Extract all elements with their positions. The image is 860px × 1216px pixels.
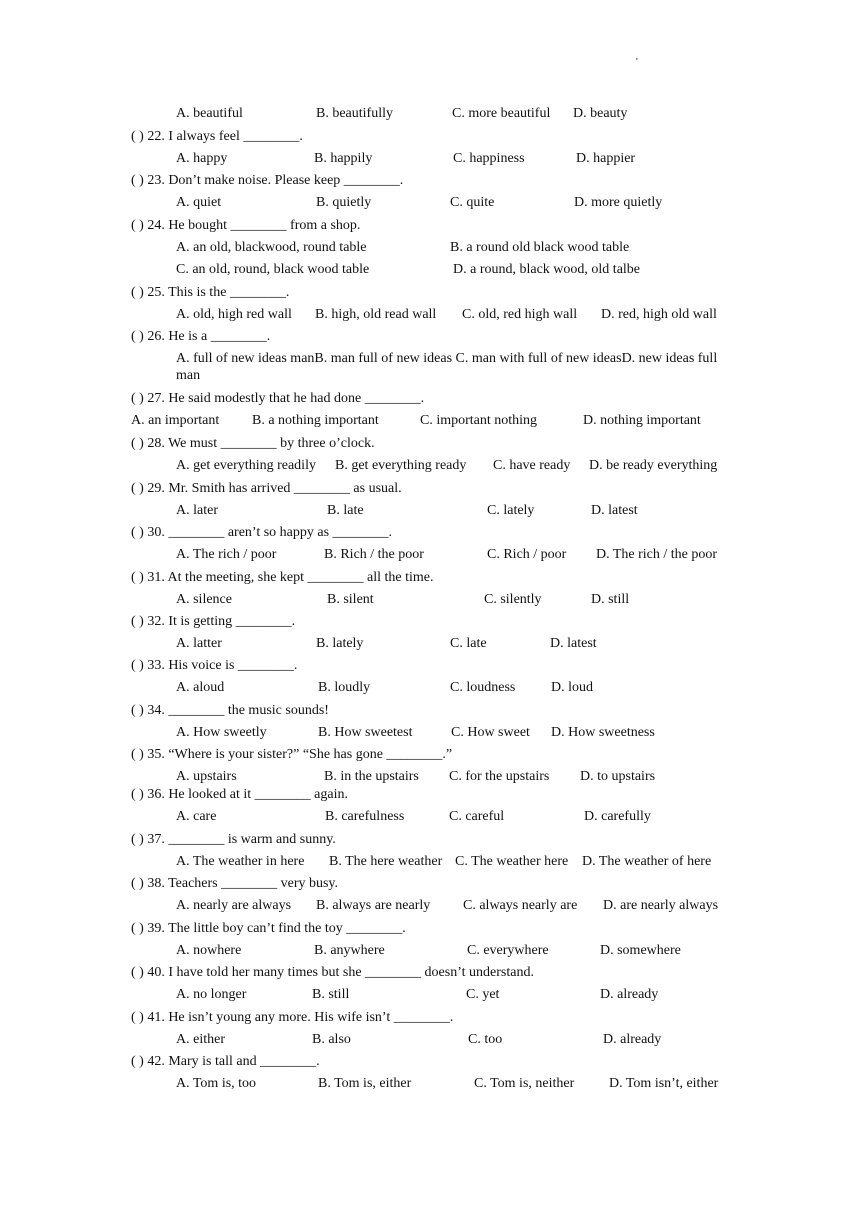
question-34-stem: ( ) 34. ________ the music sounds!: [131, 703, 329, 718]
option-b: B. late: [327, 503, 364, 518]
question-37-stem: ( ) 37. ________ is warm and sunny.: [131, 832, 336, 847]
option-c: C. always nearly are: [463, 898, 578, 913]
option-a: A. latter: [176, 636, 222, 651]
option-c: C. for the upstairs: [449, 769, 550, 784]
option-c: C. quite: [450, 195, 495, 210]
option-c: C. yet: [466, 987, 500, 1002]
option-d: D. red, high old wall: [601, 307, 717, 322]
question-42-stem: ( ) 42. Mary is tall and ________.: [131, 1054, 320, 1069]
option-d: D. somewhere: [600, 943, 681, 958]
option-d: D. to upstairs: [580, 769, 656, 784]
option-a: A. care: [176, 809, 217, 824]
option-d: D. happier: [576, 151, 636, 166]
option-d: D. How sweetness: [551, 725, 655, 740]
option-d: D. loud: [551, 680, 593, 695]
option-d: D. latest: [550, 636, 597, 651]
option-d: D. nothing important: [583, 413, 701, 428]
question-24-stem: ( ) 24. He bought ________ from a shop.: [131, 218, 361, 233]
question-22-stem: ( ) 22. I always feel ________.: [131, 129, 303, 144]
question-23-stem: ( ) 23. Don’t make noise. Please keep ________.: [131, 173, 404, 188]
option-b: B. carefulness: [325, 809, 405, 824]
option-b: B. high, old read wall: [315, 307, 437, 322]
question-36-stem: ( ) 36. He looked at it ________ again.: [131, 787, 348, 802]
option-c: C. lately: [487, 503, 535, 518]
option-c: C. Tom is, neither: [474, 1076, 575, 1091]
option-b: B. get everything ready: [335, 458, 467, 473]
option-b: B. The here weather: [329, 854, 443, 869]
option-b: B. happily: [314, 151, 373, 166]
option-a: A. happy: [176, 151, 228, 166]
question-35-stem: ( ) 35. “Where is your sister?” “She has gone ________.”: [131, 747, 453, 762]
option-b: B. always are nearly: [316, 898, 431, 913]
option-a: A. nearly are always: [176, 898, 292, 913]
option-d: D. The weather of here: [582, 854, 712, 869]
option-c: C. everywhere: [467, 943, 549, 958]
option-b: B. quietly: [316, 195, 372, 210]
option-a: A. an old, blackwood, round table: [176, 240, 367, 255]
question-29-stem: ( ) 29. Mr. Smith has arrived ________ as usual.: [131, 481, 402, 496]
option-c: C. have ready: [493, 458, 571, 473]
option-c: C. How sweet: [451, 725, 530, 740]
option-a: A. get everything readily: [176, 458, 316, 473]
option-d: D. The rich / the poor: [596, 547, 718, 562]
option-a: A. quiet: [176, 195, 222, 210]
option-c: C. old, red high wall: [462, 307, 578, 322]
option-d: D. Tom isn’t, either: [609, 1076, 719, 1091]
option-a: A. aloud: [176, 680, 225, 695]
option-a: A. later: [176, 503, 218, 518]
option-a: A. silence: [176, 592, 232, 607]
option-d: D. be ready everything: [589, 458, 718, 473]
option-c: C. The weather here: [455, 854, 569, 869]
option-d: D. latest: [591, 503, 638, 518]
option-b: B. Rich / the poor: [324, 547, 424, 562]
option-d: D. already: [600, 987, 659, 1002]
question-33-stem: ( ) 33. His voice is ________.: [131, 658, 298, 673]
question-32-stem: ( ) 32. It is getting ________.: [131, 614, 296, 629]
option-a: A. either: [176, 1032, 225, 1047]
option-b: B. a round old black wood table: [450, 240, 630, 255]
option-c: C. silently: [484, 592, 542, 607]
option-d: D. already: [603, 1032, 662, 1047]
option-b: B. also: [312, 1032, 351, 1047]
option-c: C. late: [450, 636, 487, 651]
option-a: A. The rich / poor: [176, 547, 277, 562]
option-c: C. careful: [449, 809, 505, 824]
options-text: A. full of new ideas manB. man full of new ideas C. man with full of new ideasD. new ideas full man: [176, 351, 718, 383]
option-b: B. a nothing important: [252, 413, 379, 428]
option-b: B. Tom is, either: [318, 1076, 412, 1091]
question-41-stem: ( ) 41. He isn’t young any more. His wife isn’t ________.: [131, 1010, 454, 1025]
option-d: D. carefully: [584, 809, 651, 824]
option-b: B. beautifully: [316, 106, 393, 121]
option-c: C. loudness: [450, 680, 516, 695]
option-d: D. still: [591, 592, 630, 607]
option-d: D. are nearly always: [603, 898, 719, 913]
option-a: A. an important: [131, 413, 220, 428]
option-c: C. too: [468, 1032, 503, 1047]
option-a: A. no longer: [176, 987, 247, 1002]
question-27-stem: ( ) 27. He said modestly that he had done ________.: [131, 391, 425, 406]
option-a: A. The weather in here: [176, 854, 305, 869]
option-b: B. silent: [327, 592, 374, 607]
question-40-stem: ( ) 40. I have told her many times but she ________ doesn’t understand.: [131, 965, 534, 980]
question-28-stem: ( ) 28. We must ________ by three o’clock.: [131, 436, 375, 451]
option-c: C. more beautiful: [452, 106, 551, 121]
option-c: C. an old, round, black wood table: [176, 262, 370, 277]
option-b: B. still: [312, 987, 350, 1002]
option-b: B. How sweetest: [318, 725, 413, 740]
option-d: D. more quietly: [574, 195, 663, 210]
option-c: C. happiness: [453, 151, 525, 166]
question-31-stem: ( ) 31. At the meeting, she kept ________ all the time.: [131, 570, 434, 585]
header-mark: ': [636, 57, 638, 68]
option-b: B. lately: [316, 636, 364, 651]
option-d: D. beauty: [573, 106, 628, 121]
question-30-stem: ( ) 30. ________ aren’t so happy as ________.: [131, 525, 393, 540]
option-a: A. How sweetly: [176, 725, 267, 740]
question-39-stem: ( ) 39. The little boy can’t find the toy ________.: [131, 921, 406, 936]
option-b: B. loudly: [318, 680, 371, 695]
option-a: A. Tom is, too: [176, 1076, 257, 1091]
question-25-stem: ( ) 25. This is the ________.: [131, 285, 290, 300]
option-c: C. important nothing: [420, 413, 538, 428]
question-38-stem: ( ) 38. Teachers ________ very busy.: [131, 876, 339, 891]
option-d: D. a round, black wood, old talbe: [453, 262, 641, 277]
option-b: B. anywhere: [314, 943, 385, 958]
option-c: C. Rich / poor: [487, 547, 567, 562]
question-26-stem: ( ) 26. He is a ________.: [131, 329, 271, 344]
option-a: A. old, high red wall: [176, 307, 292, 322]
option-b: B. in the upstairs: [324, 769, 419, 784]
option-a: A. upstairs: [176, 769, 237, 784]
option-a: A. beautiful: [176, 106, 243, 121]
option-a: A. nowhere: [176, 943, 242, 958]
